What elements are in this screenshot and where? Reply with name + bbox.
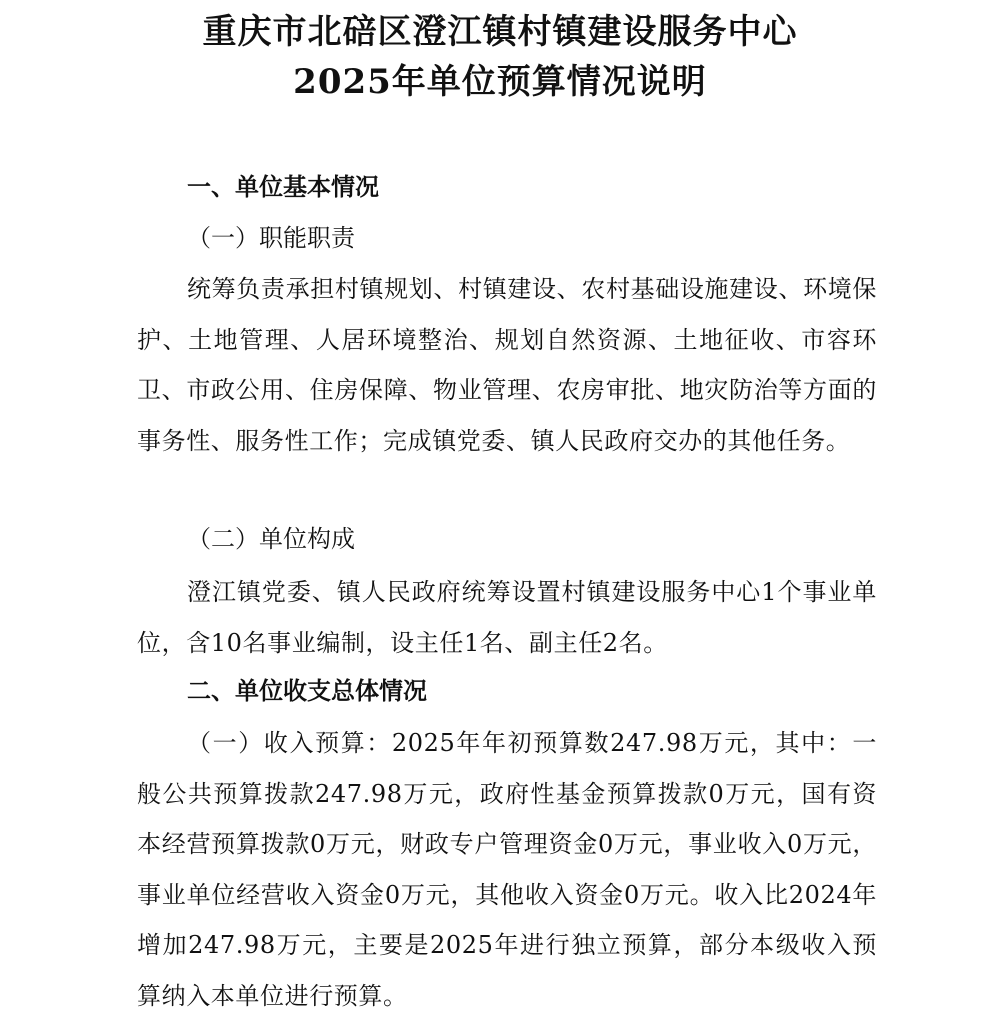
subsection-heading-functions: （一）职能职责 — [187, 224, 355, 252]
paragraph-functions: 统筹负责承担村镇规划、村镇建设、农村基础设施建设、环境保护、土地管理、人居环境整治、规划自然资源、土地征收、市容环卫、市政公用、住房保障、物业管理、农房审批、地灾防治等方面的事务性、服务性工作；完成镇党委、镇人民政府交办的其他任务。 — [137, 275, 877, 455]
document-title-line1: 重庆市北碚区澄江镇村镇建设服务中心 — [202, 12, 798, 52]
paragraph-composition: 澄江镇党委、镇人民政府统筹设置村镇建设服务中心1个事业单位，含10名事业编制，设主任1名、副主任2名。 — [137, 578, 877, 657]
section-heading-budget-overview: 二、单位收支总体情况 — [187, 676, 427, 705]
subsection-heading-composition: （二）单位构成 — [187, 525, 355, 553]
section-heading-basic-info: 一、单位基本情况 — [187, 172, 379, 201]
paragraph-income-budget: （一）收入预算：2025年年初预算数247.98万元，其中：一般公共预算拨款247.98万元，政府性基金预算拨款0万元，国有资本经营预算拨款0万元，财政专户管理资金0万元，事业收入0万元，事业单位经营收入资金0万元，其他收入资金0万元。收入比2024年增加247.98万元，主要是2025年进行独立预算，部分本级收入预算纳入本单位进行预算。 — [137, 729, 877, 1010]
document-title-line2: 2025年单位预算情况说明 — [293, 62, 707, 102]
